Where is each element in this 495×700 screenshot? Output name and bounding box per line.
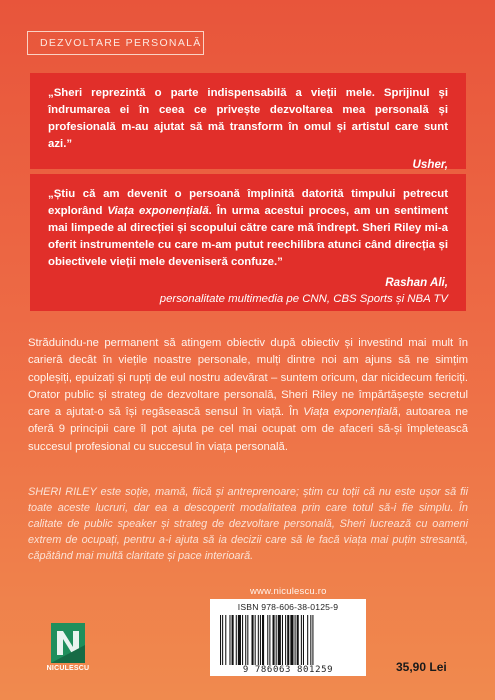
book-title-inline: Viața exponențială xyxy=(107,205,209,217)
barcode-bar xyxy=(290,615,293,665)
barcode-bar xyxy=(303,615,304,665)
quote-author-name: Usher, xyxy=(412,158,448,171)
barcode-bar xyxy=(236,615,237,665)
series-label: DEZVOLTARE PERSONALĂ xyxy=(27,31,204,55)
publisher-logo xyxy=(44,623,92,683)
barcode-bar xyxy=(312,615,313,665)
barcode-bar xyxy=(307,615,308,665)
barcode-bar xyxy=(282,615,283,665)
book-description: Străduindu-ne permanent să atingem obiectiv după obiectiv și investind mai mult în carieră decât în viețile noastre personale, mulți dintre noi am ajuns să ne simțim copleșiți, epuizați și rupți de eul nostru adevărat – suntem oricum, dar nicidecum fericiți. Orator public și strateg de dezvoltare personală, Sheri Riley ne împărtășește secretul care a ajutat-o să își regăsească sensul în viață. În Viața exponențială, autoarea ne oferă 9 principii care îl pot ajuta pe cel mai ocupat om de afaceri să-și împletească succesul profesional cu succesul în viața personală. xyxy=(28,337,468,453)
quote-text: „Știu că am devenit o persoană împlinită datorită timpului petrecut explorând Viața exponențială. În urma acestui proces, am un sentiment mai limpede al direcției și scopului către care mă îndrept. Sheri Riley mi-a oferit instrumentele cu care m-am putut reechilibra atunci când direcția și obiectivele vieții mele deveniseră confuze.” xyxy=(48,188,448,268)
barcode-bar xyxy=(258,615,259,665)
isbn-number: ISBN 978-606-38-0125-9 xyxy=(237,602,339,612)
barcode-bar xyxy=(238,615,241,665)
barcode-bar xyxy=(310,615,311,665)
barcode-bar xyxy=(247,615,248,665)
barcode-bar xyxy=(301,615,302,665)
quote-usher xyxy=(30,73,466,169)
quote-text: „Sheri reprezintă o parte indispensabilă a vieții mele. Sprijinul și îndrumarea ei în ceea ce privește dezvoltarea mea personală și profesională m-au ajutat să mă transform în omul și artistul care sunt azi.” xyxy=(48,87,448,150)
barcode-number: 9 786063 801259 xyxy=(242,665,334,675)
barcode-bar xyxy=(287,615,289,665)
barcode-bar xyxy=(295,615,296,665)
barcode-bar xyxy=(220,615,221,665)
barcode-bar xyxy=(273,615,275,665)
barcode-bar xyxy=(242,615,243,665)
barcode-bar xyxy=(285,615,286,665)
barcode-block xyxy=(210,599,366,676)
author-bio: SHERI RILEY este soție, mamă, fiică și antreprenoare; știm cu toții că nu este ușor să fii toate aceste lucruri, dar ea a descoperit modalitatea prin care totul să-i fie simplu. În calitate de public speaker și strateg de dezvoltare personală, Sheri lucrează cu oameni extrem de ocupați, pentru a-i ajuta să ia decizii care să le facă viața mai puțin stresantă, căpătând mai multă claritate și pace interioară. xyxy=(28,486,468,562)
barcode-bar xyxy=(252,615,254,665)
niculescu-logo-icon xyxy=(51,623,85,663)
barcode-bar xyxy=(262,615,264,665)
barcode-bar xyxy=(229,615,230,665)
barcode-bar xyxy=(260,615,261,665)
barcode-bar xyxy=(245,615,246,665)
quote-attribution xyxy=(48,274,448,308)
barcode-bar xyxy=(278,615,281,665)
quote-author-name: Rashan Ali, xyxy=(385,276,448,289)
barcode-bar xyxy=(297,615,299,665)
quote-rashan-ali xyxy=(30,174,466,311)
publisher-name: NICULESCU xyxy=(46,665,90,672)
barcode-bar xyxy=(232,615,234,665)
book-title-inline: Viața exponențială xyxy=(303,406,398,419)
author-name: SHERI RILEY xyxy=(28,486,97,498)
barcode-icon xyxy=(218,615,358,665)
barcode-bar xyxy=(255,615,256,665)
publisher-website: www.niculescu.ro xyxy=(250,586,327,597)
barcode-bar xyxy=(225,615,226,665)
barcode-bar xyxy=(276,615,277,665)
barcode-bar xyxy=(269,615,270,665)
barcode-bar xyxy=(267,615,268,665)
price: 35,90 Lei xyxy=(396,660,447,674)
quote-author-description: personalitate multimedia pe CNN, CBS Sports și NBA TV xyxy=(159,293,448,305)
barcode-bar xyxy=(222,615,223,665)
